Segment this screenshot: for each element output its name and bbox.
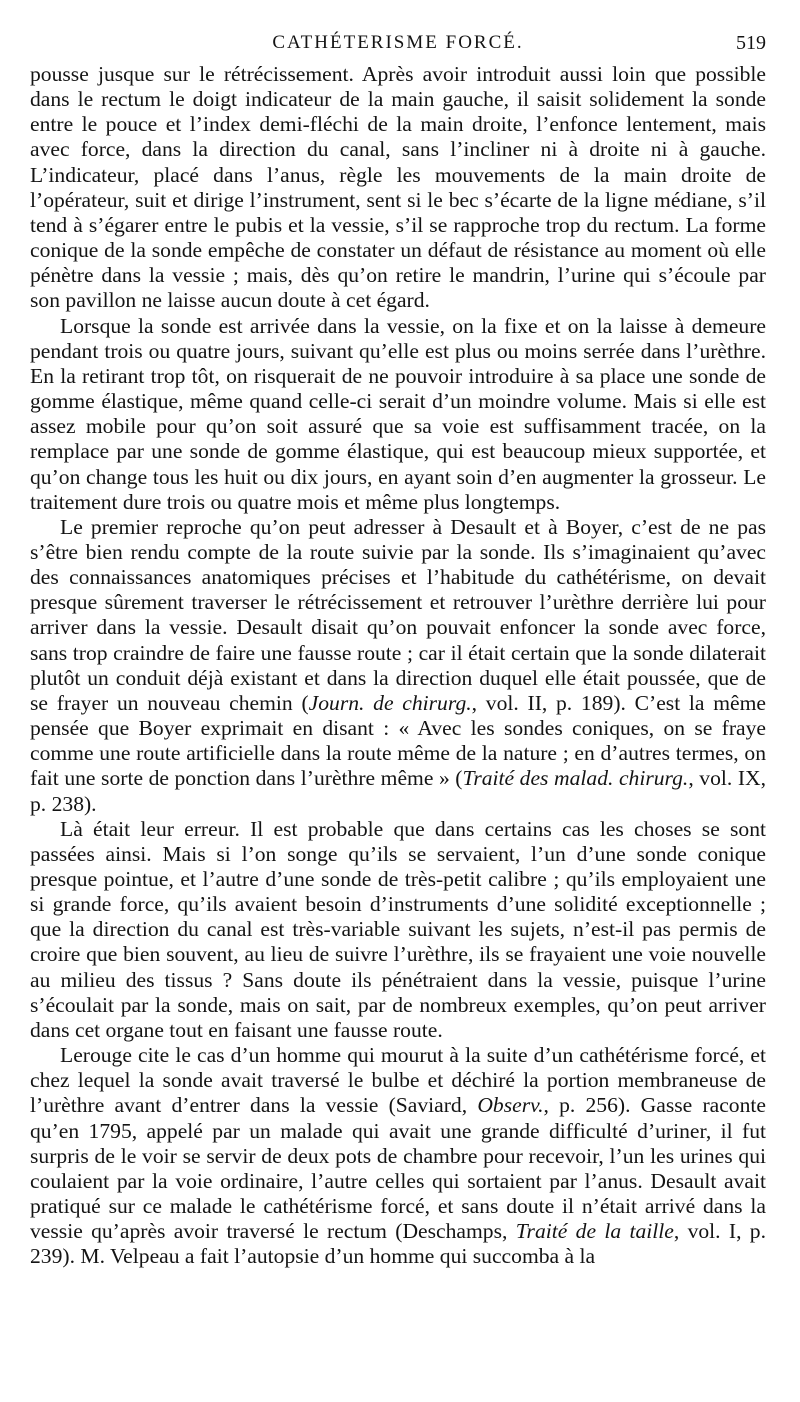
text-run: Là était leur erreur. Il est probable que dans certains cas les choses se sont passées ainsi. Mais si l’on songe qu’ils se servaient, l’un d’une sonde conique presque pointue, et l’autre d’une sonde de très-petit calibre ; qu’ils employaient une si grande force, qu’ils avaient besoin d’instruments d’une solidité exceptionnelle ; que la direction du canal est très-variable suivant les sujets, n’est-il pas permis de croire que bien souvent, au lieu de suivre l’urèthre, ils se frayaient une voie nouvelle au milieu des tissus ? Sans doute ils pénétraient dans la vessie, puisque l’urine s’écoulait par la sonde, mais on sait, par de nombreux exemples, qu’on peut arriver dans cet organe tout en faisant une fausse route.: [30, 816, 766, 1042]
text-run: , vol. II, p. 189). C’est la même pensée que Boyer exprimait en disant : « Avec les sondes coniques, on se fraye comme une route artificielle dans la route même de la nature ; en d’autres termes, on fait une sorte de ponction dans l’urèthre même » (: [30, 690, 767, 791]
italic-citation: Traité de la taille: [515, 1219, 674, 1244]
italic-citation: Traité des malad. chirurg.: [462, 766, 689, 791]
text-run: Lorsque la sonde est arrivée dans la vessie, on la fixe et on la laisse à demeure pendant trois ou quatre jours, suivant qu’elle est plus ou moins serrée dans l’urèthre. En la retirant trop tôt, on risquerait de ne pouvoir introduire à sa place une sonde de gomme élastique, même quand celle-ci serait d’un moindre volume. Mais si elle est assez mobile pour qu’on soit assuré que sa voie est suffisamment tracée, on la remplace par une sonde de gomme élastique, qui est beaucoup mieux supportée, et qu’on change tous les huit ou dix jours, en ayant soin d’en augmenter la grosseur. Le traitement dure trois ou quatre mois et même plus longtemps.: [30, 313, 766, 514]
text-run: Le premier reproche qu’on peut adresser à Desault et à Boyer, c’est de ne pas s’être bien rendu compte de la route suivie par la sonde. Ils s’imaginaient qu’avec des connaissances anatomiques précises et l’habitude du cathétérisme, on devait presque sûrement traverser le rétrécissement et retrouver l’urèthre derrière lui pour arriver dans la vessie. Desault disait qu’on pouvait enfoncer la sonde avec force, sans trop craindre de faire une fausse route ; car il était certain que la sonde dilaterait plutôt un conduit déjà existant et dans la direction duquel elle était poussée, que de se frayer un nouveau chemin (: [30, 514, 766, 715]
paragraph-4: [30, 817, 766, 1043]
italic-citation: Observ.: [477, 1093, 544, 1118]
paragraph-5: [30, 1043, 766, 1269]
text-run: pousse jusque sur le rétrécissement. Après avoir introduit aussi loin que possible dans le rectum le doigt indicateur de la main gauche, il saisit solidement la sonde entre le pouce et l’index demi-fléchi de la main droite, l’enfonce lentement, mais avec force, dans la direction du canal, sans l’incliner ni à droite ni à gauche. L’indicateur, placé dans l’anus, règle les mouvements de la main droite de l’opérateur, suit et dirige l’instrument, sent si le bec s’écarte de la ligne médiane, s’il tend à s’égarer entre le pubis et la vessie, s’il se rapproche trop du rectum. La forme conique de la sonde empêche de constater un défaut de résistance au moment où elle pénètre dans la vessie ; mais, dès qu’on retire le mandrin, l’urine qui s’écoule par son pavillon ne laisse aucun doute à cet égard.: [30, 62, 766, 313]
running-title: CATHÉTERISME FORCÉ.: [272, 32, 524, 53]
page-number: 519: [736, 32, 766, 54]
text-run: , vol. I, p. 239). M. Velpeau a fait l’autopsie d’un homme qui succomba à la: [30, 1219, 766, 1269]
paragraph-3: [30, 515, 766, 817]
text-run: , p. 256). Gasse raconte qu’en 1795, appelé par un malade qui avait une grande difficulté d’uriner, il fut surpris de le voir se servir de deux pots de chambre pour recevoir, l’un les urines qui coulaient par la voie ordinaire, l’autre celles qui sortaient par l’anus. Desault avait pratiqué sur ce malade le cathétérisme forcé, et sans doute il n’était arrivé dans la vessie qu’après avoir traversé le rectum (Deschamps,: [30, 1093, 766, 1244]
italic-citation: Journ. de chirurg.: [308, 690, 472, 715]
running-header: [30, 26, 766, 62]
page-body: [30, 62, 766, 1270]
text-run: , vol. IX, p. 238).: [30, 766, 767, 816]
paragraph-2: [30, 314, 766, 515]
paragraph-1: [30, 62, 766, 314]
text-run: Lerouge cite le cas d’un homme qui mourut à la suite d’un cathétérisme forcé, et chez lequel la sonde avait traversé le bulbe et déchiré la portion membraneuse de l’urèthre avant d’entrer dans la vessie (Saviard,: [30, 1043, 766, 1118]
